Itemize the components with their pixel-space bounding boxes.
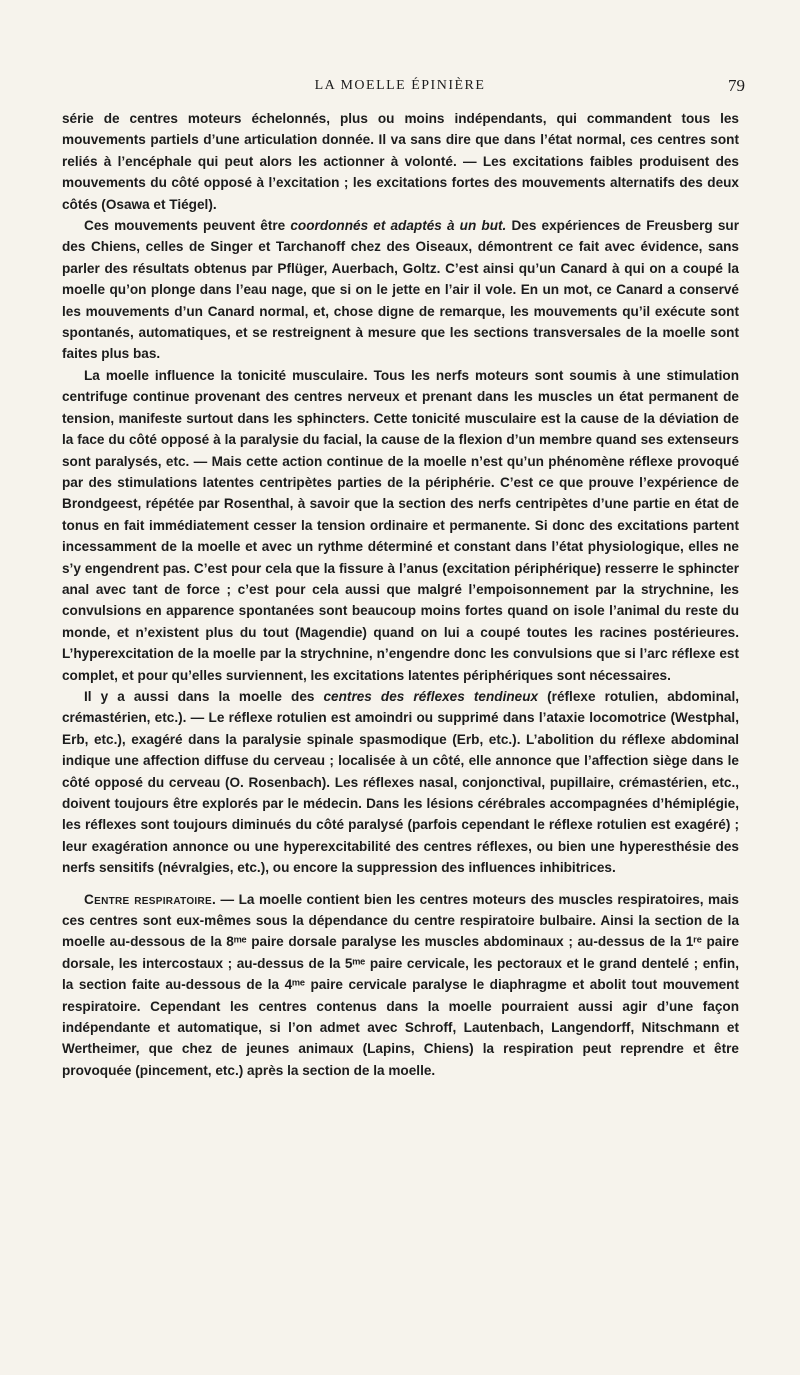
emphasis-text: centres des réflexes tendineux (323, 688, 539, 704)
paragraph-tonicity (62, 365, 739, 686)
paragraph-text: La moelle influence la tonicité musculaire. Tous les nerfs moteurs sont soumis à une stimulation centrifuge continue provenant des centres nerveux et prenant dans les muscles un état permanent de tension, manifeste surtout dans les sphincters. Cette tonicité musculaire est la cause de la déviation de la face du côté opposé à la paralysie du facial, la cause de la flexion d’un membre quand ses extenseurs sont paralysés, etc. — Mais cette action continue de la moelle n’est qu’un phénomène réflexe provoqué par des stimulations latentes centripètes parties de la périphérie. C’est ce que prouve l’expérience de Brondgeest, répétée par Rosenthal, à savoir que la section des nerfs centripètes d’une partie en état de tonus en fait immédiatement cesser la tension ordinaire et permanente. Si donc des excitations partent incessamment de la moelle et avec un rythme déterminé et constant dans l’état physiologique, elles ne s’y engendrent pas. C’est pour cela que la fissure à l’anus (excitation périphérique) resserre le sphincter anal avec tant de force ; c’est pour cela aussi que malgré l’empoisonnement par la strychnine, les convulsions en apparence spontanées sont beaucoup moins fortes quand on isole l’animal du reste du monde, et n’existent plus du tout (Magendie) quand on lui a coupé toutes les racines postérieures. L’hyperexcitation de la moelle par la strychnine, n’engendre donc les convulsions que si l’arc réflexe est complet, et pour qu’elles surviennent, les excitations latentes périphériques sont nécessaires. (62, 367, 739, 683)
paragraph-text: Il y a aussi dans la moelle des (84, 688, 324, 704)
paragraph-continued (62, 108, 739, 215)
paragraph-respiratory-center (62, 889, 739, 1082)
paragraph-tendon-reflexes (62, 686, 739, 879)
paragraph-text: Ces mouvements peuvent être (84, 218, 291, 234)
page-number: 79 (728, 76, 745, 95)
paragraph-text: série de centres moteurs échelonnés, plus ou moins indépendants, qui commandent tous les mouvements partiels d’une articulation donnée. Il va sans dire que dans l’état normal, ces centres sont reliés à l’encéphale qui peut alors les actionner à volonté. — Les excitations faibles produisent des mouvements du côté opposé à l’excitation ; les excitations fortes des mouvements alternatifs des deux côtés (Osawa et Tiégel). (62, 111, 739, 212)
paragraph-text: Des expériences de Freusberg sur des Chiens, celles de Singer et Tarchanoff chez des Oiseaux, démontrent ce fait avec évidence, sans parler des résultats obtenus par Pflüger, Auerbach, Goltz. C’est ainsi qu’un Canard à qui on a coupé la moelle qu’on plonge dans l’eau nage, que si on le jette en l’air il vole. En un mot, ce Canard a conservé les mouvements d’un Canard normal, et, chose digne de remarque, les mouvements qu’il exécute sont spontanés, automatiques, et se restreignent à mesure que les sections transversales de la moelle sont faites plus bas. (62, 218, 739, 362)
paragraph-text: — La moelle contient bien les centres moteurs des muscles respiratoires, mais ces centres sont eux-mêmes sous la dépendance du centre respiratoire bulbaire. Ainsi la section de la moelle au-dessous de la 8ᵐᵉ paire dorsale paralyse les muscles abdominaux ; au-dessus de la 1ʳᵉ paire dorsale, les intercostaux ; au-dessus de la 5ᵐᵉ paire cervicale, les pectoraux et le grand dentelé ; enfin, la section faite au-dessous de la 4ᵐᵉ paire cervicale paralyse le diaphragme et abolit tout mouvement respiratoire. Cependant les centres contenus dans la moelle pourraient aussi agir d’une façon indépendante et automatique, si l’on admet avec Schroff, Lautenbach, Langendorff, Nitschmann et Wertheimer, que chez de jeunes animaux (Lapins, Chiens) la respiration peut reprendre et être provoquée (pincement, etc.) après la section de la moelle. (62, 891, 739, 1078)
body-text (62, 108, 739, 1081)
running-title: LA MOELLE ÉPINIÈRE (314, 78, 486, 93)
emphasis-text: coordonnés et adaptés à un but. (290, 218, 507, 234)
running-header (0, 78, 800, 102)
section-heading: Centre respiratoire. (84, 891, 217, 907)
paragraph-coordination (62, 215, 739, 365)
paragraph-text: (réflexe rotulien, abdominal, crémastérien, etc.). — Le réflexe rotulien est amoindri ou supprimé dans l’ataxie locomotrice (Westphal, Erb, etc.), exagéré dans la paralysie spinale spasmodique (Erb, etc.). L’abolition du réflexe abdominal indique une affection diffuse du cerveau ; localisée à un côté, elle annonce que l’affection siège dans le côté opposé du cerveau (O. Rosenbach). Les réflexes nasal, conjonctival, pupillaire, crémastérien, etc., doivent toujours être explorés par le médecin. Dans les lésions cérébrales accompagnées d’hémiplégie, les réflexes sont toujours diminués du côté paralysé (parfois cependant le réflexe rotulien est exagéré) ; leur exagération annonce ou une hyperexcitabilité des centres réflexes, ou bien une hyperesthésie des nerfs sensitifs (névralgies, etc.), ou encore la suppression des influences inhibitrices. (62, 688, 740, 876)
